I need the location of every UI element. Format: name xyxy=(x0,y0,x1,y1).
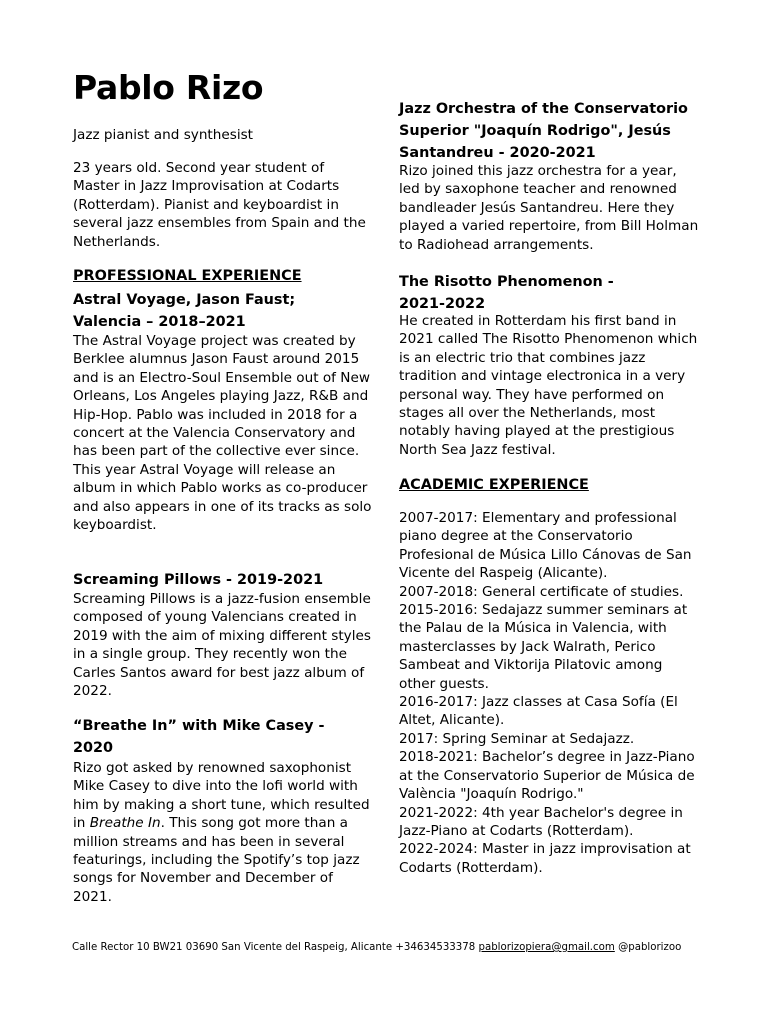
experience-title: “Breathe In” with Mike Casey - 2020 xyxy=(73,718,325,756)
academic-item: 2016-2017: Jazz classes at Casa Sofía (El Altet, Alicante). xyxy=(399,694,678,729)
academic-item: 2022-2024: Master in jazz improvisation at Codarts (Rotterdam). xyxy=(399,841,691,876)
email-link[interactable]: pablorizopiera@gmail.com xyxy=(478,942,615,953)
social-handle: @pablorizoo xyxy=(618,942,682,953)
academic-item: 2007-2017: Elementary and professional piano degree at the Conservatorio Profesional de Música Lillo Cánovas de San Vicente del Raspeig (Alicante). xyxy=(399,510,692,582)
experience-body: He created in Rotterdam his first band in 2021 called The Risotto Phenomenon which is an electric trio that combines jazz tradition and vintage electronica in a very personal way. They have performed on stages all over the Netherlands, most notably having played at the prestigious North Sea Jazz festival. xyxy=(399,313,698,458)
contact-footer xyxy=(72,942,681,953)
academic-item: 2017: Spring Seminar at Sedajazz. xyxy=(399,730,635,747)
academic-item: 2007-2018: General certificate of studies. xyxy=(399,583,684,600)
song-title: Breathe In xyxy=(89,815,161,832)
experience-title: Screaming Pillows - 2019-2021 xyxy=(73,572,324,588)
academic-item: 2015-2016: Sedajazz summer seminars at the Palau de la Música in Valencia, with masterclasses by Jack Walrath, Perico Sambeat and Viktorija Pilatovic among other guests. xyxy=(399,602,688,692)
experience-title: Astral Voyage, Jason Faust; Valencia – 2018–2021 xyxy=(73,292,296,330)
experience-body: Rizo joined this jazz orchestra for a year, led by saxophone teacher and renowned bandleader Jesús Santandreu. Here they played a varied repertoire, from Bill Holman to Radiohead arrangements. xyxy=(399,163,699,253)
experience-body: Screaming Pillows is a jazz-fusion ensemble composed of young Valencians created in 2019 with the aim of mixing different styles in a single group. They recently won the Carles Santos award for best jazz album of 2022. xyxy=(73,591,371,700)
professional-experience-heading: PROFESSIONAL EXPERIENCE xyxy=(73,268,302,284)
phone-number: +34634533378 xyxy=(395,942,476,953)
academic-item: 2018-2021: Bachelor’s degree in Jazz-Piano at the Conservatorio Superior de Música de València "Joaquín Rodrigo." xyxy=(399,749,695,803)
tagline: Jazz pianist and synthesist xyxy=(73,127,254,143)
experience-title: Jazz Orchestra of the Conservatorio Superior "Joaquín Rodrigo", Jesús Santandreu - 2020-2021 xyxy=(399,101,688,161)
experience-title: The Risotto Phenomenon - 2021-2022 xyxy=(399,274,614,312)
intro-text: 23 years old. Second year student of Master in Jazz Improvisation at Codarts (Rotterdam). Pianist and keyboardist in several jazz ensembles from Spain and the Netherlands. xyxy=(73,160,366,250)
academic-item: 2021-2022: 4th year Bachelor's degree in Jazz-Piano at Codarts (Rotterdam). xyxy=(399,804,683,839)
experience-body: The Astral Voyage project was created by Berklee alumnus Jason Faust around 2015 and is an Electro-Soul Ensemble out of New Orleans, Los Angeles playing Jazz, R&B and Hip-Hop. Pablo was included in 2018 for a concert at the Valencia Conservatory and has been part of the collective ever since. This year Astral Voyage will release an album in which Pablo works as co-producer and also appears in one of its tracks as solo keyboardist. xyxy=(73,333,372,534)
experience-body: Rizo got asked by renowned saxophonist Mike Casey to dive into the lofi world with him by making a short tune, which resulted in Breathe In. This song got more than a million streams and has been in several featurings, including the Spotify’s top jazz songs for November and December of 2021. xyxy=(73,760,370,905)
academic-list xyxy=(399,509,699,877)
page-title: Pablo Rizo xyxy=(73,68,264,107)
address: Calle Rector 10 BW21 03690 San Vicente del Raspeig, Alicante xyxy=(72,942,393,953)
academic-experience-heading: ACADEMIC EXPERIENCE xyxy=(399,477,589,493)
